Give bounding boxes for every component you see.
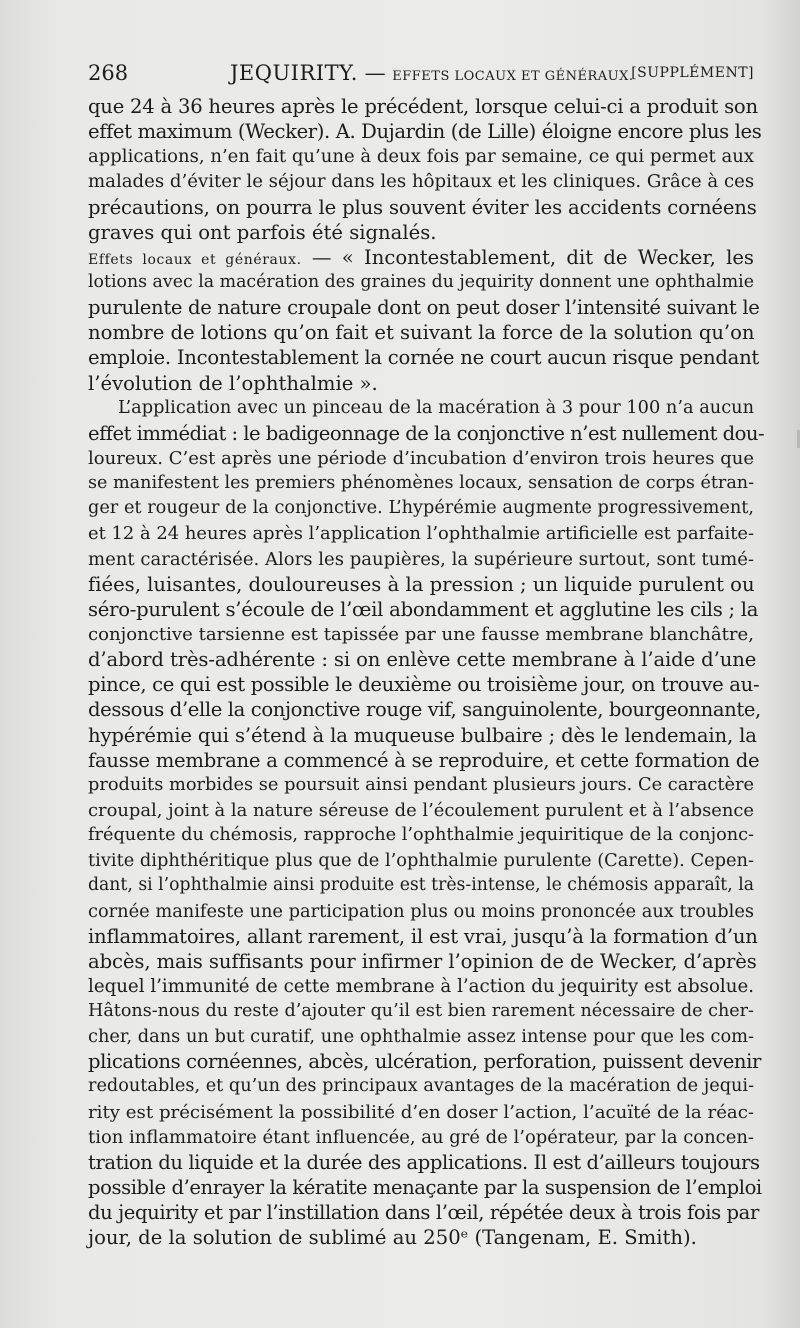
text-line: malades d’éviter le séjour dans les hôpitaux et les cliniques. Grâce à ces: [88, 171, 755, 193]
text-line: graves qui ont parfois été signalés.: [88, 220, 437, 244]
text-line: l’évolution de l’ophthalmie ».: [88, 371, 378, 395]
text-line: applications, n’en fait qu’une à deux fois par semaine, ce qui permet aux: [88, 146, 754, 168]
text-line: jour, de la solution de sublimé au 250ᵉ (Tangenam, E. Smith).: [88, 1226, 697, 1250]
text-line: lotions avec la macération des graines du jequirity donnent une ophthalmie: [88, 271, 754, 292]
text-line: plications cornéennes, abcès, ulcération, perforation, puissent devenir: [88, 1050, 761, 1074]
text-line: inflammatoires, allant rarement, il est vrai, jusqu’à la formation d’un: [88, 924, 758, 948]
text-line: fréquente du chémosis, rapproche l’ophthalmie jequiritique de la conjonc-: [88, 825, 754, 846]
text-line: du jequirity et par l’instillation dans l’œil, répétée deux à trois fois par: [88, 1201, 759, 1225]
running-title-main: JEQUIRITY.: [230, 61, 358, 85]
running-header: [88, 58, 754, 88]
paragraph-2-first-line: [88, 245, 754, 270]
text-line: effet immédiat : le badigeonnage de la conjonctive n’est nullement dou-: [88, 421, 765, 445]
text-line: possible d’enrayer la kératite menaçante par la suspension de l’emploi: [88, 1176, 762, 1200]
text-line: conjonctive tarsienne est tapissée par une fausse membrane blanchâtre,: [88, 623, 754, 645]
text-line: rity est précisément la possibilité d’en doser l’action, l’acuïté de la réac-: [88, 1101, 754, 1123]
text-line: dessous d’elle la conjonctive rouge vif, sanguinolente, bourgeonnante,: [88, 698, 761, 722]
text-run: — « Incontestablement, dit de Wecker, les: [301, 245, 754, 269]
text-line: emploie. Incontestablement la cornée ne court aucun risque pendant: [88, 346, 760, 370]
text-line: Hâtons-nous du reste d’ajouter qu’il est bien rarement nécessaire de cher-: [88, 1001, 754, 1022]
text-line: cher, dans un but curatif, une ophthalmie assez intense pour que les com-: [88, 1026, 754, 1048]
text-line: tion inflammatoire étant influencée, au gré de l’opérateur, par la concen-: [88, 1126, 754, 1148]
text-line: croupal, joint à la nature séreuse de l’écoulement purulent et à l’absence: [88, 799, 754, 821]
paragraph-1: [88, 94, 762, 245]
text-line: d’abord très-adhérente : si on enlève cette membrane à l’aide d’une: [88, 648, 757, 672]
text-line: tivite diphthéritique plus que de l’ophthalmie purulente (Carette). Cepen-: [88, 850, 754, 872]
text-line: hypérémie qui s’étend à la muqueuse bulbaire ; dès le lendemain, la: [88, 723, 757, 747]
text-line: pince, ce qui est possible le deuxième ou troisième jour, on trouve au-: [88, 673, 760, 697]
text-line: précautions, on pourra le plus souvent éviter les accidents cornéens: [88, 195, 757, 219]
paragraph-2: [88, 245, 760, 396]
text-line: tration du liquide et la durée des applications. Il est d’ailleurs toujours: [88, 1150, 760, 1174]
text-line: fiées, luisantes, douloureuses à la pression ; un liquide purulent ou: [88, 572, 755, 596]
text-line: que 24 à 36 heures après le précédent, lorsque celui-ci a produit son: [88, 95, 758, 118]
page-number: 268: [88, 61, 129, 85]
text-line: purulente de nature croupale dont on peut doser l’intensité suivant le: [88, 296, 760, 320]
text-line: cornée manifeste une participation plus ou moins prononcée aux troubles: [88, 900, 754, 922]
text-line: ment caractérisée. Alors les paupières, la supérieure surtout, sont tumé-: [88, 548, 754, 570]
running-title: [230, 58, 634, 92]
text-line: fausse membrane a commencé à se reproduire, et cette formation de: [88, 748, 760, 772]
text-line: et 12 à 24 heures après l’application l’ophthalmie artificielle est parfaite-: [88, 523, 754, 545]
text-line: produits morbides se poursuit ainsi pendant plusieurs jours. Ce caractère: [88, 774, 754, 795]
text-line: abcès, mais suffisants pour infirmer l’opinion de de Wecker, d’après: [88, 949, 757, 973]
running-title-dash: —: [357, 61, 393, 85]
text-line: effet maximum (Wecker). A. Dujardin (de Lille) éloigne encore plus les: [88, 120, 762, 144]
text-line: séro-purulent s’écoule de l’œil abondamment et agglutine les cils ; la: [88, 597, 759, 621]
section-label: [SUPPLÉMENT]: [631, 65, 754, 81]
text-line: dant, si l’ophthalmie ainsi produite est très-intense, le chémosis apparaît, la: [88, 875, 754, 896]
text-line: L’application avec un pinceau de la macération à 3 pour 100 n’a aucun: [118, 397, 755, 418]
section-heading: Effets locaux et généraux.: [88, 251, 302, 268]
text-line: redoutables, et qu’un des principaux avantages de la macération de jequi-: [88, 1076, 755, 1097]
text-line: lequel l’immunité de cette membrane à l’action du jequirity est absolue.: [88, 975, 754, 997]
body-text: [88, 94, 765, 1250]
running-title-sub: EFFETS LOCAUX ET GÉNÉRAUX.: [392, 69, 634, 84]
paragraph-3: [88, 396, 765, 1251]
text-line: ger et rougeur de la conjonctive. L’hypérémie augmente progressivement,: [88, 498, 754, 519]
text-line: loureux. C’est après une période d’incubation d’environ trois heures que: [88, 447, 754, 469]
text-line: se manifestent les premiers phénomènes locaux, sensation de corps étran-: [88, 473, 755, 494]
text-line: nombre de lotions qu’on fait et suivant la force de la solution qu’on: [88, 321, 755, 345]
